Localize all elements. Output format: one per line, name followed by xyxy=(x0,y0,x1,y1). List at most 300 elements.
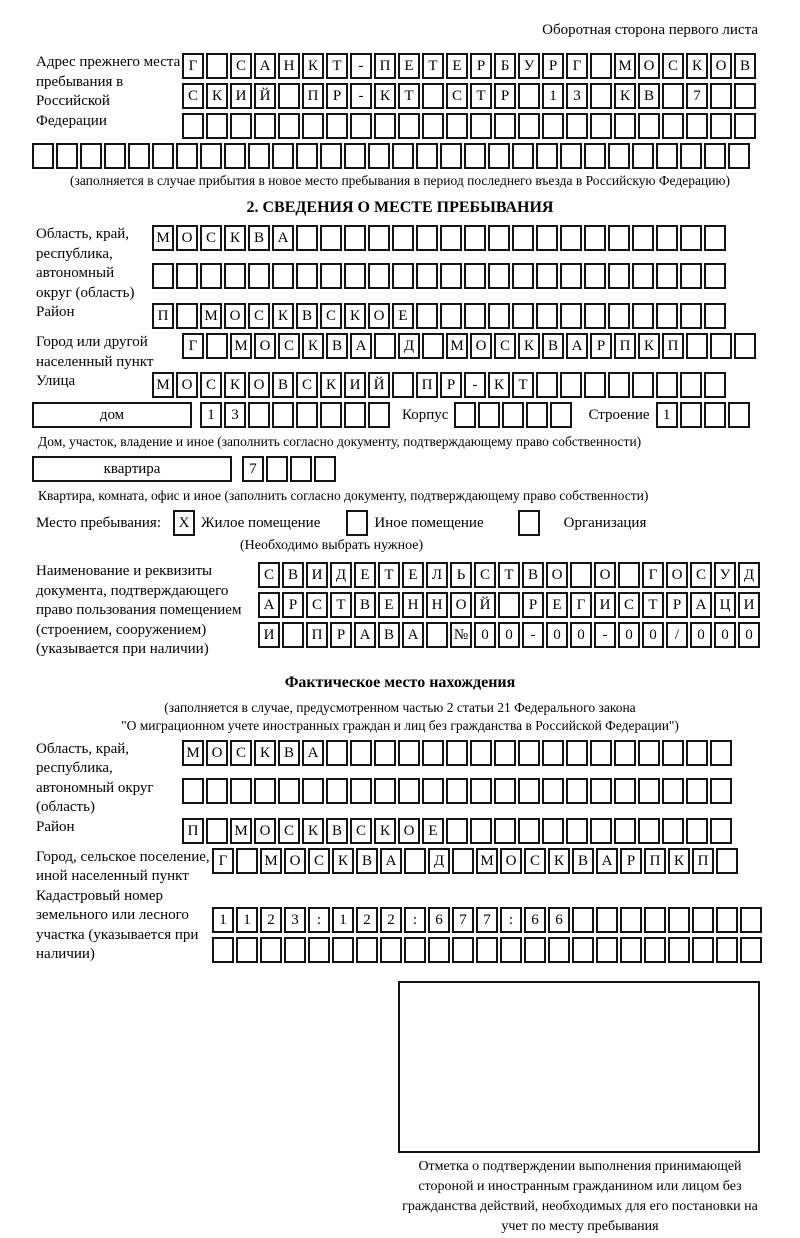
char-box[interactable] xyxy=(632,225,654,251)
char-box[interactable] xyxy=(422,778,444,804)
char-box[interactable] xyxy=(416,263,438,289)
char-box[interactable] xyxy=(176,143,198,169)
char-box[interactable]: Е xyxy=(378,592,400,618)
char-box[interactable]: К xyxy=(320,372,342,398)
char-box[interactable]: М xyxy=(182,740,204,766)
char-box[interactable] xyxy=(260,937,282,963)
char-box[interactable] xyxy=(620,937,642,963)
char-box[interactable]: О xyxy=(594,562,616,588)
char-box[interactable]: В xyxy=(378,622,400,648)
char-box[interactable]: Р xyxy=(470,53,492,79)
char-box[interactable]: К xyxy=(668,848,690,874)
char-box[interactable] xyxy=(464,263,486,289)
char-box[interactable] xyxy=(608,263,630,289)
char-box[interactable] xyxy=(570,562,592,588)
char-box[interactable] xyxy=(692,907,714,933)
char-box[interactable] xyxy=(224,263,246,289)
char-box[interactable]: С xyxy=(662,53,684,79)
char-box[interactable] xyxy=(590,778,612,804)
char-box[interactable] xyxy=(422,83,444,109)
char-box[interactable] xyxy=(560,372,582,398)
char-box[interactable]: М xyxy=(230,333,252,359)
char-box[interactable]: Д xyxy=(398,333,420,359)
char-box[interactable] xyxy=(422,740,444,766)
char-box[interactable] xyxy=(320,225,342,251)
char-box[interactable]: : xyxy=(308,907,330,933)
char-box[interactable] xyxy=(398,740,420,766)
char-box[interactable] xyxy=(332,937,354,963)
char-box[interactable] xyxy=(206,778,228,804)
char-box[interactable]: Е xyxy=(422,818,444,844)
char-box[interactable]: Р xyxy=(326,83,348,109)
char-box[interactable]: С xyxy=(320,303,342,329)
char-box[interactable]: Г xyxy=(182,53,204,79)
char-box[interactable] xyxy=(618,562,640,588)
char-box[interactable] xyxy=(470,740,492,766)
char-box[interactable]: 1 xyxy=(236,907,258,933)
char-box[interactable] xyxy=(416,143,438,169)
char-box[interactable] xyxy=(704,143,726,169)
char-box[interactable] xyxy=(608,372,630,398)
char-box[interactable] xyxy=(440,303,462,329)
char-box[interactable]: О xyxy=(206,740,228,766)
char-box[interactable]: В xyxy=(272,372,294,398)
char-box[interactable] xyxy=(566,740,588,766)
char-box[interactable] xyxy=(206,53,228,79)
char-box[interactable]: 0 xyxy=(498,622,520,648)
char-box[interactable] xyxy=(446,113,468,139)
char-box[interactable]: 0 xyxy=(618,622,640,648)
char-box[interactable] xyxy=(734,83,756,109)
char-box[interactable] xyxy=(668,937,690,963)
char-box[interactable] xyxy=(590,113,612,139)
char-box[interactable] xyxy=(374,113,396,139)
char-box[interactable] xyxy=(494,778,516,804)
char-box[interactable]: С xyxy=(350,818,372,844)
char-box[interactable]: И xyxy=(738,592,760,618)
char-box[interactable] xyxy=(566,113,588,139)
char-box[interactable] xyxy=(344,402,366,428)
char-box[interactable] xyxy=(656,372,678,398)
char-box[interactable] xyxy=(452,848,474,874)
char-box[interactable]: А xyxy=(258,592,280,618)
char-box[interactable]: П xyxy=(306,622,328,648)
char-box[interactable] xyxy=(668,907,690,933)
char-box[interactable]: : xyxy=(500,907,522,933)
char-box[interactable] xyxy=(278,778,300,804)
char-box[interactable] xyxy=(644,907,666,933)
char-box[interactable]: И xyxy=(230,83,252,109)
char-box[interactable] xyxy=(710,778,732,804)
char-box[interactable] xyxy=(476,937,498,963)
char-box[interactable] xyxy=(488,225,510,251)
char-box[interactable] xyxy=(296,263,318,289)
char-box[interactable] xyxy=(590,83,612,109)
char-box[interactable]: П xyxy=(416,372,438,398)
char-box[interactable] xyxy=(734,113,756,139)
char-box[interactable]: В xyxy=(572,848,594,874)
char-box[interactable]: 0 xyxy=(738,622,760,648)
char-box[interactable]: Р xyxy=(522,592,544,618)
char-box[interactable]: О xyxy=(546,562,568,588)
char-box[interactable]: 7 xyxy=(452,907,474,933)
char-box[interactable]: Р xyxy=(494,83,516,109)
char-box[interactable] xyxy=(104,143,126,169)
char-box[interactable]: Т xyxy=(330,592,352,618)
char-box[interactable] xyxy=(512,225,534,251)
char-box[interactable]: Р xyxy=(666,592,688,618)
char-box[interactable] xyxy=(392,263,414,289)
char-box[interactable] xyxy=(518,113,540,139)
char-box[interactable] xyxy=(704,263,726,289)
char-box[interactable] xyxy=(572,907,594,933)
char-box[interactable] xyxy=(566,818,588,844)
char-box[interactable] xyxy=(542,818,564,844)
char-box[interactable]: А xyxy=(596,848,618,874)
char-box[interactable] xyxy=(32,143,54,169)
char-box[interactable] xyxy=(488,143,510,169)
char-box[interactable] xyxy=(596,907,618,933)
char-box[interactable]: О xyxy=(368,303,390,329)
char-box[interactable] xyxy=(404,848,426,874)
char-box[interactable]: В xyxy=(326,333,348,359)
char-box[interactable] xyxy=(498,592,520,618)
char-box[interactable] xyxy=(350,778,372,804)
char-box[interactable] xyxy=(308,937,330,963)
char-box[interactable]: 7 xyxy=(686,83,708,109)
char-box[interactable] xyxy=(550,402,572,428)
char-box[interactable] xyxy=(716,937,738,963)
char-box[interactable]: 0 xyxy=(714,622,736,648)
char-box[interactable] xyxy=(368,225,390,251)
char-box[interactable] xyxy=(710,83,732,109)
char-box[interactable]: Г xyxy=(182,333,204,359)
char-box[interactable] xyxy=(656,263,678,289)
char-box[interactable]: С xyxy=(690,562,712,588)
char-box[interactable]: - xyxy=(350,83,372,109)
char-box[interactable] xyxy=(56,143,78,169)
char-box[interactable] xyxy=(206,333,228,359)
char-box[interactable] xyxy=(248,263,270,289)
char-box[interactable]: В xyxy=(734,53,756,79)
char-box[interactable] xyxy=(590,740,612,766)
char-box[interactable] xyxy=(518,778,540,804)
char-box[interactable] xyxy=(200,263,222,289)
char-box[interactable] xyxy=(596,937,618,963)
char-box[interactable] xyxy=(710,740,732,766)
char-box[interactable]: Л xyxy=(426,562,448,588)
char-box[interactable]: 1 xyxy=(200,402,222,428)
char-box[interactable]: М xyxy=(614,53,636,79)
char-box[interactable] xyxy=(638,113,660,139)
char-box[interactable] xyxy=(584,303,606,329)
char-box[interactable] xyxy=(200,143,222,169)
char-box[interactable]: Т xyxy=(498,562,520,588)
char-box[interactable]: И xyxy=(258,622,280,648)
char-box[interactable]: С xyxy=(230,740,252,766)
char-box[interactable]: В xyxy=(296,303,318,329)
char-box[interactable]: О xyxy=(398,818,420,844)
char-box[interactable]: У xyxy=(714,562,736,588)
char-box[interactable] xyxy=(536,263,558,289)
char-box[interactable] xyxy=(518,83,540,109)
char-box[interactable] xyxy=(236,848,258,874)
char-box[interactable] xyxy=(212,937,234,963)
char-box[interactable] xyxy=(478,402,500,428)
char-box[interactable] xyxy=(314,456,336,482)
char-box[interactable] xyxy=(686,818,708,844)
char-box[interactable] xyxy=(128,143,150,169)
char-box[interactable] xyxy=(614,113,636,139)
char-box[interactable] xyxy=(224,143,246,169)
char-box[interactable] xyxy=(428,937,450,963)
char-box[interactable] xyxy=(422,333,444,359)
char-box[interactable]: Р xyxy=(590,333,612,359)
char-box[interactable]: К xyxy=(374,818,396,844)
char-box[interactable]: С xyxy=(474,562,496,588)
char-box[interactable] xyxy=(536,303,558,329)
char-box[interactable]: 7 xyxy=(476,907,498,933)
char-box[interactable] xyxy=(326,740,348,766)
char-box[interactable]: 6 xyxy=(548,907,570,933)
char-box[interactable]: О xyxy=(666,562,688,588)
char-box[interactable]: 1 xyxy=(212,907,234,933)
char-box[interactable] xyxy=(680,402,702,428)
char-box[interactable]: Т xyxy=(398,83,420,109)
char-box[interactable] xyxy=(560,225,582,251)
char-box[interactable] xyxy=(416,303,438,329)
char-box[interactable]: В xyxy=(248,225,270,251)
char-box[interactable]: Е xyxy=(354,562,376,588)
char-box[interactable] xyxy=(426,622,448,648)
char-box[interactable]: Т xyxy=(470,83,492,109)
char-box[interactable] xyxy=(398,113,420,139)
char-box[interactable]: С xyxy=(230,53,252,79)
char-box[interactable]: О xyxy=(470,333,492,359)
char-box[interactable] xyxy=(296,402,318,428)
char-box[interactable]: / xyxy=(666,622,688,648)
char-box[interactable]: А xyxy=(402,622,424,648)
char-box[interactable]: Ц xyxy=(714,592,736,618)
char-box[interactable] xyxy=(464,143,486,169)
char-box[interactable]: - xyxy=(594,622,616,648)
char-box[interactable] xyxy=(566,778,588,804)
char-box[interactable]: С xyxy=(278,333,300,359)
char-box[interactable] xyxy=(416,225,438,251)
char-box[interactable] xyxy=(488,263,510,289)
char-box[interactable]: А xyxy=(272,225,294,251)
char-box[interactable] xyxy=(488,303,510,329)
char-box[interactable] xyxy=(662,818,684,844)
char-box[interactable] xyxy=(254,113,276,139)
char-box[interactable]: В xyxy=(326,818,348,844)
char-box[interactable] xyxy=(152,143,174,169)
char-box[interactable]: С xyxy=(296,372,318,398)
char-box[interactable] xyxy=(374,778,396,804)
char-box[interactable] xyxy=(326,778,348,804)
char-box[interactable]: П xyxy=(644,848,666,874)
char-box[interactable] xyxy=(446,818,468,844)
char-box[interactable] xyxy=(704,303,726,329)
char-box[interactable] xyxy=(320,143,342,169)
char-box[interactable] xyxy=(236,937,258,963)
char-box[interactable] xyxy=(494,740,516,766)
char-box[interactable] xyxy=(584,263,606,289)
char-box[interactable]: П xyxy=(374,53,396,79)
char-box[interactable] xyxy=(608,303,630,329)
char-box[interactable]: О xyxy=(176,225,198,251)
char-box[interactable]: К xyxy=(332,848,354,874)
char-box[interactable]: М xyxy=(230,818,252,844)
char-box[interactable] xyxy=(632,372,654,398)
char-box[interactable]: Й xyxy=(368,372,390,398)
char-box[interactable]: А xyxy=(254,53,276,79)
char-box[interactable]: - xyxy=(464,372,486,398)
char-box[interactable]: : xyxy=(404,907,426,933)
char-box[interactable]: Р xyxy=(440,372,462,398)
char-box[interactable] xyxy=(374,333,396,359)
char-box[interactable] xyxy=(374,740,396,766)
char-box[interactable] xyxy=(638,818,660,844)
char-box[interactable]: 6 xyxy=(524,907,546,933)
char-box[interactable]: К xyxy=(344,303,366,329)
char-box[interactable] xyxy=(512,143,534,169)
char-box[interactable]: И xyxy=(594,592,616,618)
char-box[interactable]: С xyxy=(446,83,468,109)
char-box[interactable]: С xyxy=(258,562,280,588)
char-box[interactable]: К xyxy=(548,848,570,874)
char-box[interactable] xyxy=(716,907,738,933)
char-box[interactable] xyxy=(440,263,462,289)
char-box[interactable]: Г xyxy=(570,592,592,618)
char-box[interactable]: В xyxy=(278,740,300,766)
char-box[interactable] xyxy=(368,263,390,289)
char-box[interactable] xyxy=(452,937,474,963)
char-box[interactable]: Т xyxy=(422,53,444,79)
char-box[interactable] xyxy=(560,303,582,329)
char-box[interactable]: М xyxy=(152,372,174,398)
char-box[interactable]: Г xyxy=(212,848,234,874)
char-box[interactable]: К xyxy=(518,333,540,359)
char-box[interactable] xyxy=(494,113,516,139)
char-box[interactable] xyxy=(710,333,732,359)
char-box[interactable]: 3 xyxy=(224,402,246,428)
char-box[interactable] xyxy=(80,143,102,169)
char-box[interactable]: С xyxy=(524,848,546,874)
char-box[interactable] xyxy=(368,402,390,428)
char-box[interactable] xyxy=(296,143,318,169)
char-box[interactable] xyxy=(560,263,582,289)
char-box[interactable]: Е xyxy=(392,303,414,329)
char-box[interactable] xyxy=(662,83,684,109)
char-box[interactable] xyxy=(344,263,366,289)
char-box[interactable] xyxy=(686,113,708,139)
char-box[interactable] xyxy=(608,143,630,169)
char-box[interactable] xyxy=(464,225,486,251)
char-box[interactable] xyxy=(152,263,174,289)
char-box[interactable]: О xyxy=(224,303,246,329)
char-box[interactable]: А xyxy=(690,592,712,618)
char-box[interactable] xyxy=(584,225,606,251)
char-box[interactable] xyxy=(686,740,708,766)
char-box[interactable] xyxy=(656,303,678,329)
char-box[interactable]: О xyxy=(500,848,522,874)
char-box[interactable] xyxy=(680,225,702,251)
char-box[interactable]: 0 xyxy=(570,622,592,648)
char-box[interactable] xyxy=(584,372,606,398)
char-box[interactable] xyxy=(182,113,204,139)
char-box[interactable] xyxy=(716,848,738,874)
char-box[interactable]: 1 xyxy=(542,83,564,109)
char-box[interactable]: - xyxy=(522,622,544,648)
char-box[interactable] xyxy=(638,740,660,766)
char-box[interactable] xyxy=(404,937,426,963)
char-box[interactable] xyxy=(608,225,630,251)
char-box[interactable] xyxy=(494,818,516,844)
char-box[interactable]: О xyxy=(254,818,276,844)
char-box[interactable] xyxy=(518,818,540,844)
char-box[interactable]: Е xyxy=(402,562,424,588)
char-box[interactable]: О xyxy=(254,333,276,359)
char-box[interactable] xyxy=(272,402,294,428)
char-box[interactable] xyxy=(278,83,300,109)
char-box[interactable] xyxy=(632,303,654,329)
char-box[interactable] xyxy=(518,740,540,766)
char-box[interactable] xyxy=(272,263,294,289)
char-box[interactable] xyxy=(470,818,492,844)
char-box[interactable] xyxy=(320,263,342,289)
char-box[interactable]: 0 xyxy=(642,622,664,648)
char-box[interactable]: 2 xyxy=(380,907,402,933)
char-box[interactable]: Д xyxy=(330,562,352,588)
char-box[interactable] xyxy=(518,510,540,536)
char-box[interactable]: А xyxy=(350,333,372,359)
char-box[interactable]: К xyxy=(272,303,294,329)
char-box[interactable] xyxy=(662,778,684,804)
char-box[interactable] xyxy=(282,622,304,648)
char-box[interactable] xyxy=(656,143,678,169)
char-box[interactable]: К xyxy=(686,53,708,79)
char-box[interactable]: К xyxy=(302,333,324,359)
char-box[interactable] xyxy=(728,402,750,428)
char-box[interactable]: Е xyxy=(446,53,468,79)
char-box[interactable]: М xyxy=(152,225,174,251)
char-box[interactable]: С xyxy=(278,818,300,844)
char-box[interactable] xyxy=(704,225,726,251)
char-box[interactable] xyxy=(248,402,270,428)
char-box[interactable]: X xyxy=(173,510,195,536)
char-box[interactable] xyxy=(446,740,468,766)
char-box[interactable]: С xyxy=(494,333,516,359)
char-box[interactable]: Р xyxy=(542,53,564,79)
char-box[interactable] xyxy=(542,740,564,766)
char-box[interactable] xyxy=(638,778,660,804)
char-box[interactable] xyxy=(344,143,366,169)
char-box[interactable] xyxy=(710,113,732,139)
char-box[interactable] xyxy=(350,740,372,766)
char-box[interactable]: С xyxy=(248,303,270,329)
char-box[interactable]: С xyxy=(618,592,640,618)
char-box[interactable] xyxy=(454,402,476,428)
char-box[interactable]: Й xyxy=(254,83,276,109)
char-box[interactable]: 0 xyxy=(474,622,496,648)
char-box[interactable] xyxy=(560,143,582,169)
char-box[interactable]: П xyxy=(302,83,324,109)
char-box[interactable] xyxy=(344,225,366,251)
char-box[interactable]: П xyxy=(692,848,714,874)
char-box[interactable]: Г xyxy=(566,53,588,79)
char-box[interactable]: С xyxy=(306,592,328,618)
